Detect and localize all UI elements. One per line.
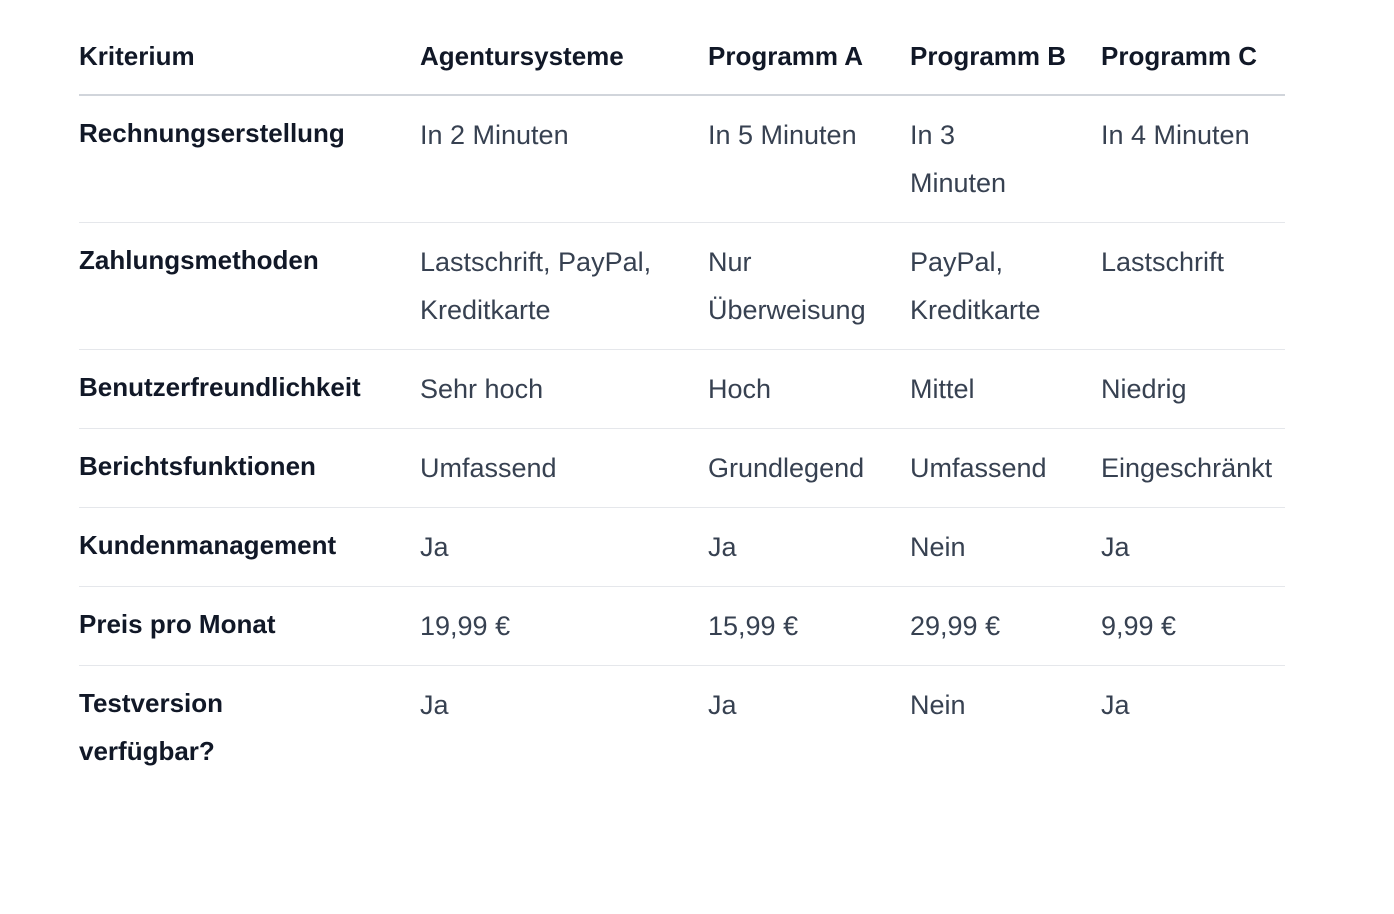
table-cell: Eingeschränkt [1101,429,1285,508]
table-row [79,223,1285,350]
table-cell: PayPal, Kreditkarte [910,223,1101,350]
table-cell: In 2 Minuten [420,95,708,223]
table-row [79,350,1285,429]
table-cell: Nur Überweisung [708,223,910,350]
table-cell: Nein [910,690,966,720]
table-row [79,508,1285,587]
table-cell: Ja [1101,690,1130,720]
table-cell: Ja [708,690,737,720]
table-cell: 19,99 € [420,587,708,666]
table-cell: 29,99 € [910,587,1101,666]
comparison-table-container [79,24,1285,790]
row-label: Zahlungsmethoden [79,223,420,350]
table-cell: 9,99 € [1101,587,1285,666]
row-label: Benutzerfreundlichkeit [79,350,420,429]
table-cell: Mittel [910,350,1101,429]
table-cell: 15,99 € [708,587,910,666]
table-cell: Hoch [708,350,910,429]
table-cell: Lastschrift, PayPal, Kreditkarte [420,223,708,350]
table-cell: In 4 Minuten [1101,95,1285,223]
table-row [79,95,1285,223]
table-body [79,95,1285,790]
table-cell: Grundlegend [708,429,910,508]
table-cell: Nein [910,508,1101,587]
header-programm-c: Programm C [1101,24,1285,95]
row-label: Berichtsfunktionen [79,429,420,508]
row-label: Preis pro Monat [79,587,420,666]
table-cell: In 5 Minuten [708,95,910,223]
row-label: Testversion verfügbar? [79,688,224,766]
row-label: Kundenmanagement [79,508,420,587]
table-cell: In 3 Minuten [910,95,1101,223]
table-cell: Niedrig [1101,350,1285,429]
table-row [79,587,1285,666]
row-label: Rechnungserstellung [79,95,420,223]
comparison-table [79,24,1285,790]
header-row [79,24,1285,95]
table-cell: Ja [420,508,708,587]
header-agentursysteme: Agentursysteme [420,24,708,95]
table-row [79,666,1285,791]
table-cell: Umfassend [910,429,1101,508]
table-cell: Umfassend [420,429,708,508]
header-programm-b: Programm B [910,24,1101,95]
header-criterion: Kriterium [79,24,420,95]
table-cell: Ja [708,508,910,587]
table-header [79,24,1285,95]
table-cell: Ja [1101,508,1285,587]
table-row [79,429,1285,508]
table-cell: Sehr hoch [420,350,708,429]
table-cell: Lastschrift [1101,223,1285,350]
table-cell: Ja [420,690,449,720]
header-programm-a: Programm A [708,24,910,95]
